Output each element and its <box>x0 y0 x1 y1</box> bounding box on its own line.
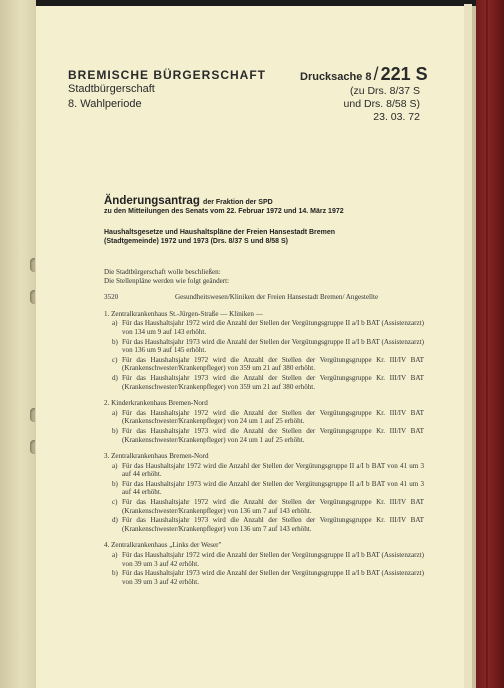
document-reference <box>300 64 428 124</box>
reference-line: und Drs. 8/58 S) <box>343 98 420 110</box>
list-item: b) Für das Haushaltsjahr 1973 wird die Anzahl der Stellen der Vergütungsgruppe II a/I b BAT (Assistenzarzt) von 136 um 9 auf 145 erhöht. <box>112 337 425 355</box>
section-title: 4. Zentralkrankenhaus „Links der Weser" <box>104 541 222 550</box>
list-item: a) Für das Haushaltsjahr 1972 wird die Anzahl der Stellen der Vergütungsgruppe II a/I b BAT von 41 um 3 auf 44 erhöht. <box>112 461 424 479</box>
section-title: 3. Zentralkrankenhaus Bremen-Nord <box>104 452 209 461</box>
document-body <box>104 268 424 586</box>
list-item: b) Für das Haushaltsjahr 1973 wird die Anzahl der Stellen der Vergütungsgruppe II a/I b BAT von 41 um 3 auf 44 erhöht. <box>112 479 424 497</box>
list-item: c) Für das Haushaltsjahr 1972 wird die Anzahl der Stellen der Vergütungsgruppe Kr. III/IV BAT (Krankenschwester/Krankenpfleger) von 136 um 7 auf 143 erhöht. <box>112 498 424 515</box>
document-date: 23. 03. 72 <box>373 111 420 123</box>
intro-text: Die Stadtbürgerschaft wolle beschließen: Die Stellenpläne werden wie folgt geändert: <box>104 268 230 285</box>
section <box>104 541 424 586</box>
list-item: d) Für das Haushaltsjahr 1973 wird die Anzahl der Stellen der Vergütungsgruppe Kr. III/IV BAT (Krankenschwester/Krankenpfleger) von 136 um 7 auf 143 erhöht. <box>112 516 424 533</box>
legislative-period: 8. Wahlperiode <box>68 98 142 110</box>
section <box>104 399 424 444</box>
list-item: d) Für das Haushaltsjahr 1973 wird die Anzahl der Stellen der Vergütungsgruppe Kr. III/IV BAT (Krankenschwester/Krankenpfleger) von 359 um 21 auf 380 erhöht. <box>112 373 424 391</box>
subject-line: Haushaltsgesetze und Haushaltspläne der Freien Hansestadt Bremen (Stadtgemeinde) 1972 und 1973 (Drs. 8/37 S und 8/58 S) <box>104 229 336 245</box>
list-item: a) Für das Haushaltsjahr 1972 wird die Anzahl der Stellen der Vergütungsgruppe Kr. III/IV BAT (Krankenschwester/Krankenpfleger) von 24 um 1 auf 25 erhöht. <box>112 408 424 426</box>
issuer-body: Stadtbürgerschaft <box>68 83 155 95</box>
document-title: Änderungsantrag der Fraktion der SPD <box>104 195 273 207</box>
reference-line: (zu Drs. 8/37 S <box>349 85 420 97</box>
list-item: a) Für das Haushaltsjahr 1972 wird die Anzahl der Stellen der Vergütungsgruppe II a/I b BAT (Assistenzarzt) von 39 um 3 auf 42 erhöht. <box>112 551 425 568</box>
section <box>104 452 424 533</box>
drucksache-number: Drucksache 8 / 221 S <box>300 64 428 84</box>
list-item: c) Für das Haushaltsjahr 1972 wird die Anzahl der Stellen der Vergütungsgruppe Kr. III/IV BAT (Krankenschwester/Krankenpfleger) von 359 um 21 auf 380 erhöht. <box>112 355 424 373</box>
title-block <box>104 195 404 246</box>
list-item: a) Für das Haushaltsjahr 1972 wird die Anzahl der Stellen der Vergütungsgruppe II a/I b BAT (Assistenzarzt) von 134 um 9 auf 143 erhöht. <box>112 319 425 336</box>
list-item: b) Für das Haushaltsjahr 1973 wird die Anzahl der Stellen der Vergütungsgruppe Kr. III/IV BAT (Krankenschwester/Krankenpfleger) von 24 um 1 auf 25 erhöht. <box>112 426 424 444</box>
list-item: b) Für das Haushaltsjahr 1973 wird die Anzahl der Stellen der Vergütungsgruppe II a/I b BAT (Assistenzarzt) von 39 um 3 auf 42 erhöht. <box>112 569 425 586</box>
binder-strip <box>0 0 36 688</box>
title-line-2: zu den Mitteilungen des Senats vom 22. Februar 1972 und 14. März 1972 <box>104 208 344 215</box>
chapter-code: 3520 <box>104 293 119 302</box>
chapter-row <box>104 293 424 302</box>
issuer-block <box>68 68 266 112</box>
issuer-name: BREMISCHE BÜRGERSCHAFT <box>68 68 267 82</box>
section-title: 1. Zentralkrankenhaus St.-Jürgen-Straße — Kliniken — <box>104 309 263 318</box>
folder-cover <box>476 0 504 688</box>
chapter-description: Gesundheitswesen/Kliniken der Freien Hansestadt Bremen/ Angestellte <box>175 293 379 302</box>
page-edge <box>464 4 472 688</box>
section <box>104 310 424 391</box>
section-title: 2. Kinderkrankenhaus Bremen-Nord <box>104 399 208 408</box>
